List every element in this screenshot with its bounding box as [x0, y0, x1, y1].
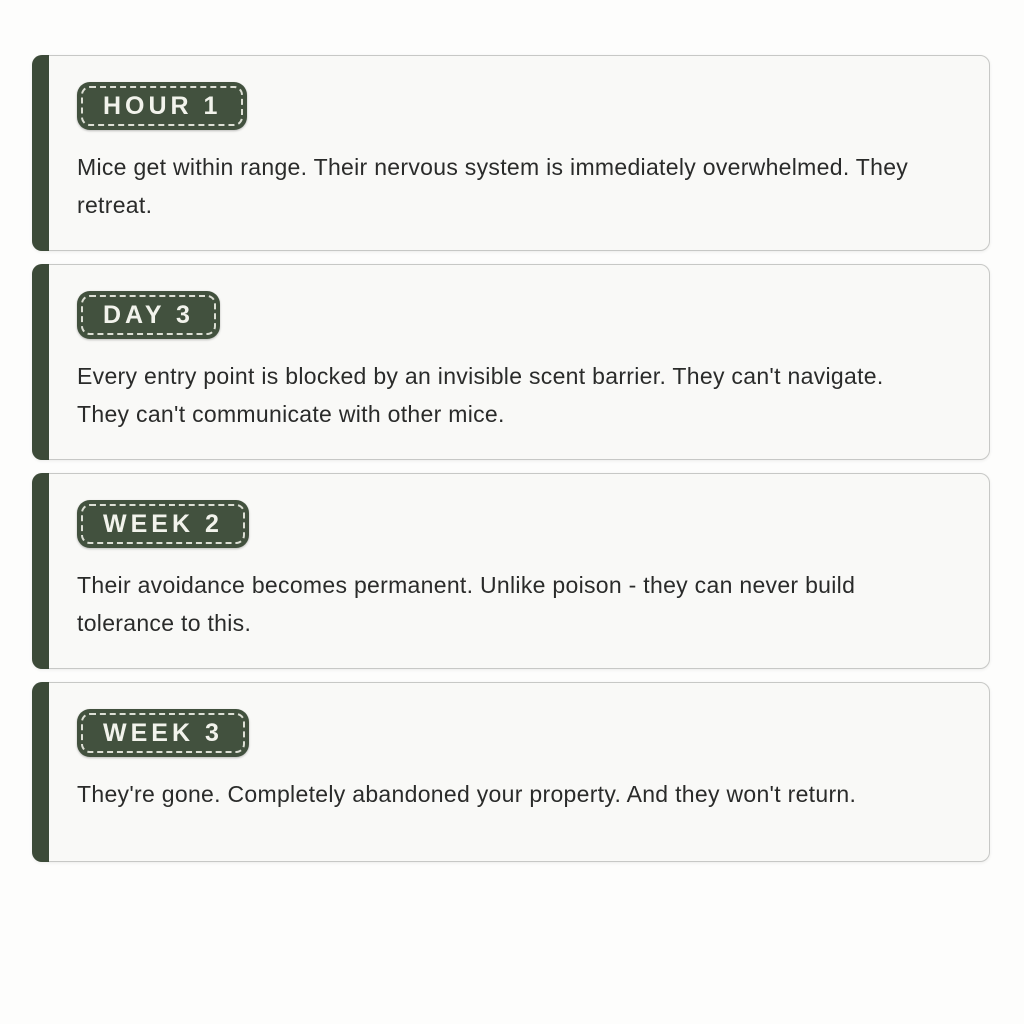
timeline — [32, 55, 990, 875]
timeline-card-week-2 — [32, 473, 990, 669]
card-accent-strip — [32, 264, 49, 460]
card-accent-strip — [32, 682, 49, 862]
timeline-card-week-3 — [32, 682, 990, 862]
card-accent-strip — [32, 473, 49, 669]
card-description: Their avoidance becomes permanent. Unlike poison - they can never build tolerance to this. — [77, 572, 856, 636]
time-badge: HOUR 1 — [77, 82, 247, 130]
time-badge: WEEK 2 — [77, 500, 249, 548]
time-badge: WEEK 3 — [77, 709, 249, 757]
card-description: Mice get within range. Their nervous system is immediately overwhelmed. They retreat. — [77, 154, 909, 218]
timeline-card-day-3 — [32, 264, 990, 460]
timeline-card-hour-1 — [32, 55, 990, 251]
card-description: Every entry point is blocked by an invisible scent barrier. They can't navigate. They can't communicate with other mice. — [77, 363, 884, 427]
card-description: They're gone. Completely abandoned your property. And they won't return. — [77, 781, 857, 807]
card-accent-strip — [32, 55, 49, 251]
time-badge: DAY 3 — [77, 291, 220, 339]
